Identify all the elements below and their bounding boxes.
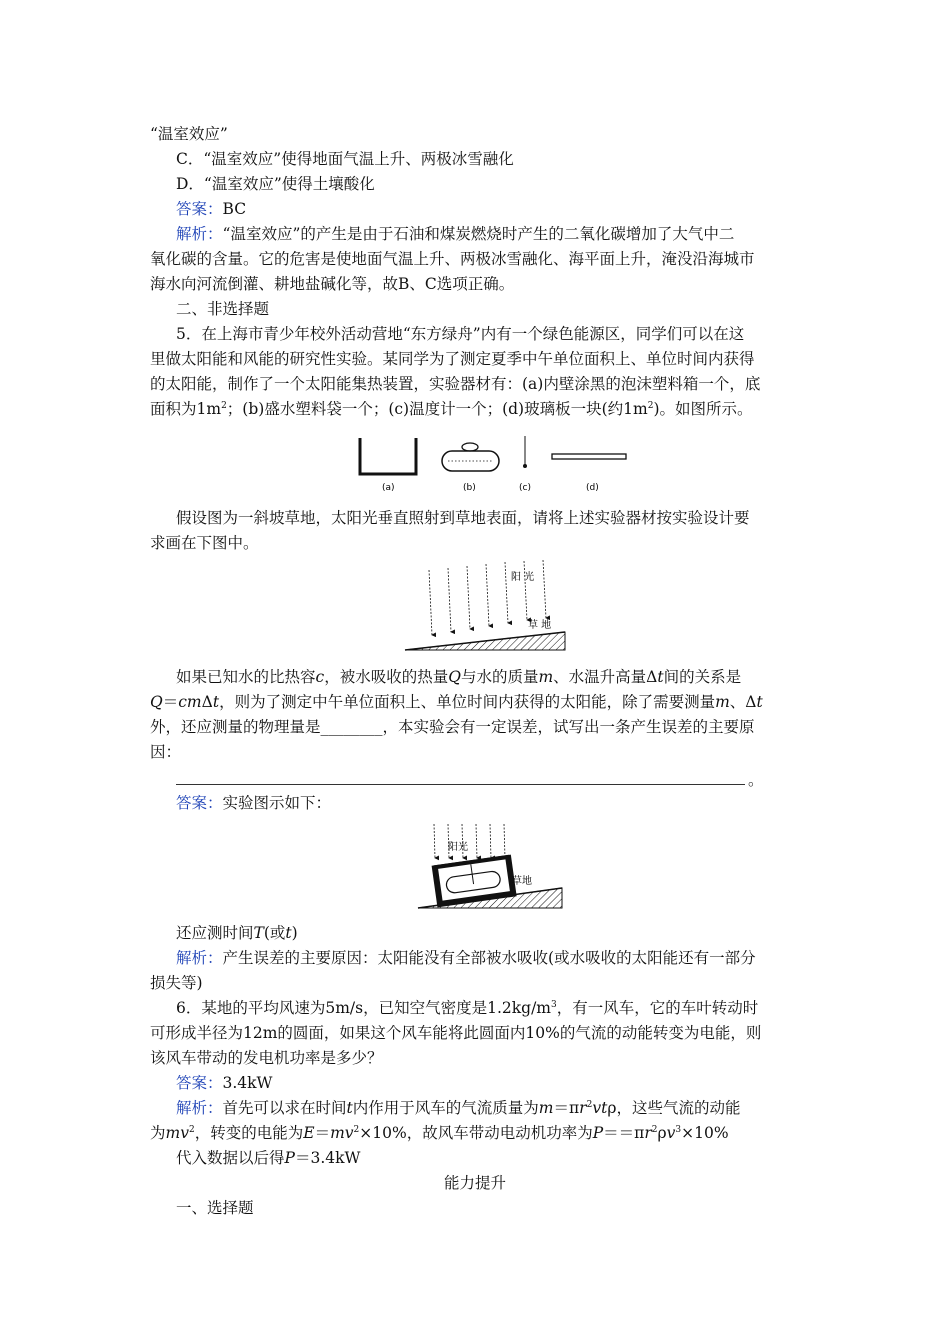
sun-label: 阳光 (448, 842, 468, 853)
glass-plate-shape (552, 454, 626, 459)
explanation-5: 解析：产生误差的主要原因：太阳能没有全部被水吸收(或水吸收的太阳能还有一部分 (176, 949, 756, 967)
question-6: 6．某地的平均风速为5m/s，已知空气密度是$1.2kg/m^3$，有一风车，它的车叶转动时 (176, 999, 759, 1017)
answer-5 (176, 793, 331, 813)
explanation-text: 为$mv^2$，转变的电能为$E=mv^2\times 10\%$，故风车带动电动机功率为$P==\pi r^2\rho v^3\times 10\%$ (150, 1124, 729, 1142)
figure-label: (c) (519, 483, 531, 493)
option-c: C．“温室效应”使得地面气温上升、两极冰雪融化 (176, 150, 514, 168)
section-heading: 一、选择题 (176, 1199, 254, 1217)
question-5: 5．在上海市青少年校外活动营地“东方绿舟”内有一个绿色能源区，同学们可以在这 (176, 325, 745, 343)
section-heading: 二、非选择题 (176, 300, 270, 318)
answer-value: BC (222, 200, 247, 218)
question-text: 的太阳能，制作了一个太阳能集热装置，实验器材有：(a)内壁涂黑的泡沫塑料箱一个，底 (150, 375, 761, 393)
question-text: 因： (150, 743, 182, 761)
explanation-text: 海水向河流倒灌、耕地盐碱化等，故B、C选项正确。 (150, 275, 515, 293)
explanation-label: 解析： (176, 225, 223, 243)
question-text: 面积为$1m^2$；(b)盛水塑料袋一个；(c)温度计一个；(d)玻璃板一块(约$1m^2$)。如图所示。 (150, 400, 753, 418)
question-text: 如果已知水的比热容c，被水吸收的热量Q与水的质量m、水温升高量Δt间的关系是 (176, 668, 742, 686)
slope-figure (400, 558, 570, 656)
answer-6 (176, 1073, 273, 1093)
question-text: 外，还应测量的物理量是________，本实验会有一定误差，试写出一条产生误差的主要原 (150, 718, 755, 736)
foam-box-shape (360, 438, 416, 474)
question-text: 里做太阳能和风能的研究性实验。某同学为了测定夏季中午单位面积上、单位时间内获得 (150, 350, 755, 368)
answer-text: 还应测时间T(或t) (176, 924, 298, 942)
answer-label: 答案： (176, 794, 223, 812)
answer-4 (176, 199, 246, 219)
question-text: Q＝cmΔt，则为了测定中午单位面积上、单位时间内获得的太阳能，除了需要测量m、Δt (150, 693, 763, 711)
answer-figure (414, 820, 566, 912)
answer-label: 答案： (176, 1074, 223, 1092)
figure-label: (b) (463, 483, 476, 493)
grass-label: 草 地 (528, 620, 552, 631)
question-text: 该风车带动的发电机功率是多少？ (150, 1049, 383, 1067)
grass-label: 草地 (512, 876, 532, 887)
text-line: “温室效应” (150, 125, 228, 143)
explanation-text: “温室效应”的产生是由于石油和煤炭燃烧时产生的二氧化碳增加了大气中二 (222, 225, 735, 243)
answer-value: 实验图示如下： (222, 794, 332, 812)
question-text: 求画在下图中。 (150, 534, 259, 552)
explanation-text: 氧化碳的含量。它的危害是使地面气温上升、两极冰雪融化、海平面上升，淹没沿海城市 (150, 250, 755, 268)
explanation-6: 解析：首先可以求在时间t内作用于风车的气流质量为$m=\pi r^2vt\rho$，这些气流的动能 (176, 1099, 741, 1117)
explanation-text: 代入数据以后得P＝3.4kW (176, 1149, 361, 1167)
figure-label: (a) (382, 483, 395, 493)
section-title: 能力提升 (443, 1174, 506, 1192)
question-text: 可形成半径为12m的圆面，如果这个风车能将此圆面内10%的气流的动能转变为电能，则 (150, 1024, 762, 1042)
explanation-label: 解析： (176, 1099, 223, 1117)
blank-end: 。 (748, 771, 764, 789)
answer-blank-line (176, 784, 745, 785)
explanation-label: 解析： (176, 949, 223, 967)
option-d: D．“温室效应”使得土壤酸化 (176, 175, 375, 193)
explanation-4 (176, 224, 734, 244)
question-text: 假设图为一斜坡草地，太阳光垂直照射到草地表面，请将上述实验器材按实验设计要 (176, 509, 750, 527)
answer-label: 答案： (176, 200, 223, 218)
apparatus-figure (350, 428, 640, 496)
figure-label: (d) (586, 483, 599, 493)
sun-label: 阳 光 (511, 572, 535, 583)
explanation-text: 损失等) (150, 974, 203, 992)
answer-value: 3.4kW (222, 1074, 273, 1092)
